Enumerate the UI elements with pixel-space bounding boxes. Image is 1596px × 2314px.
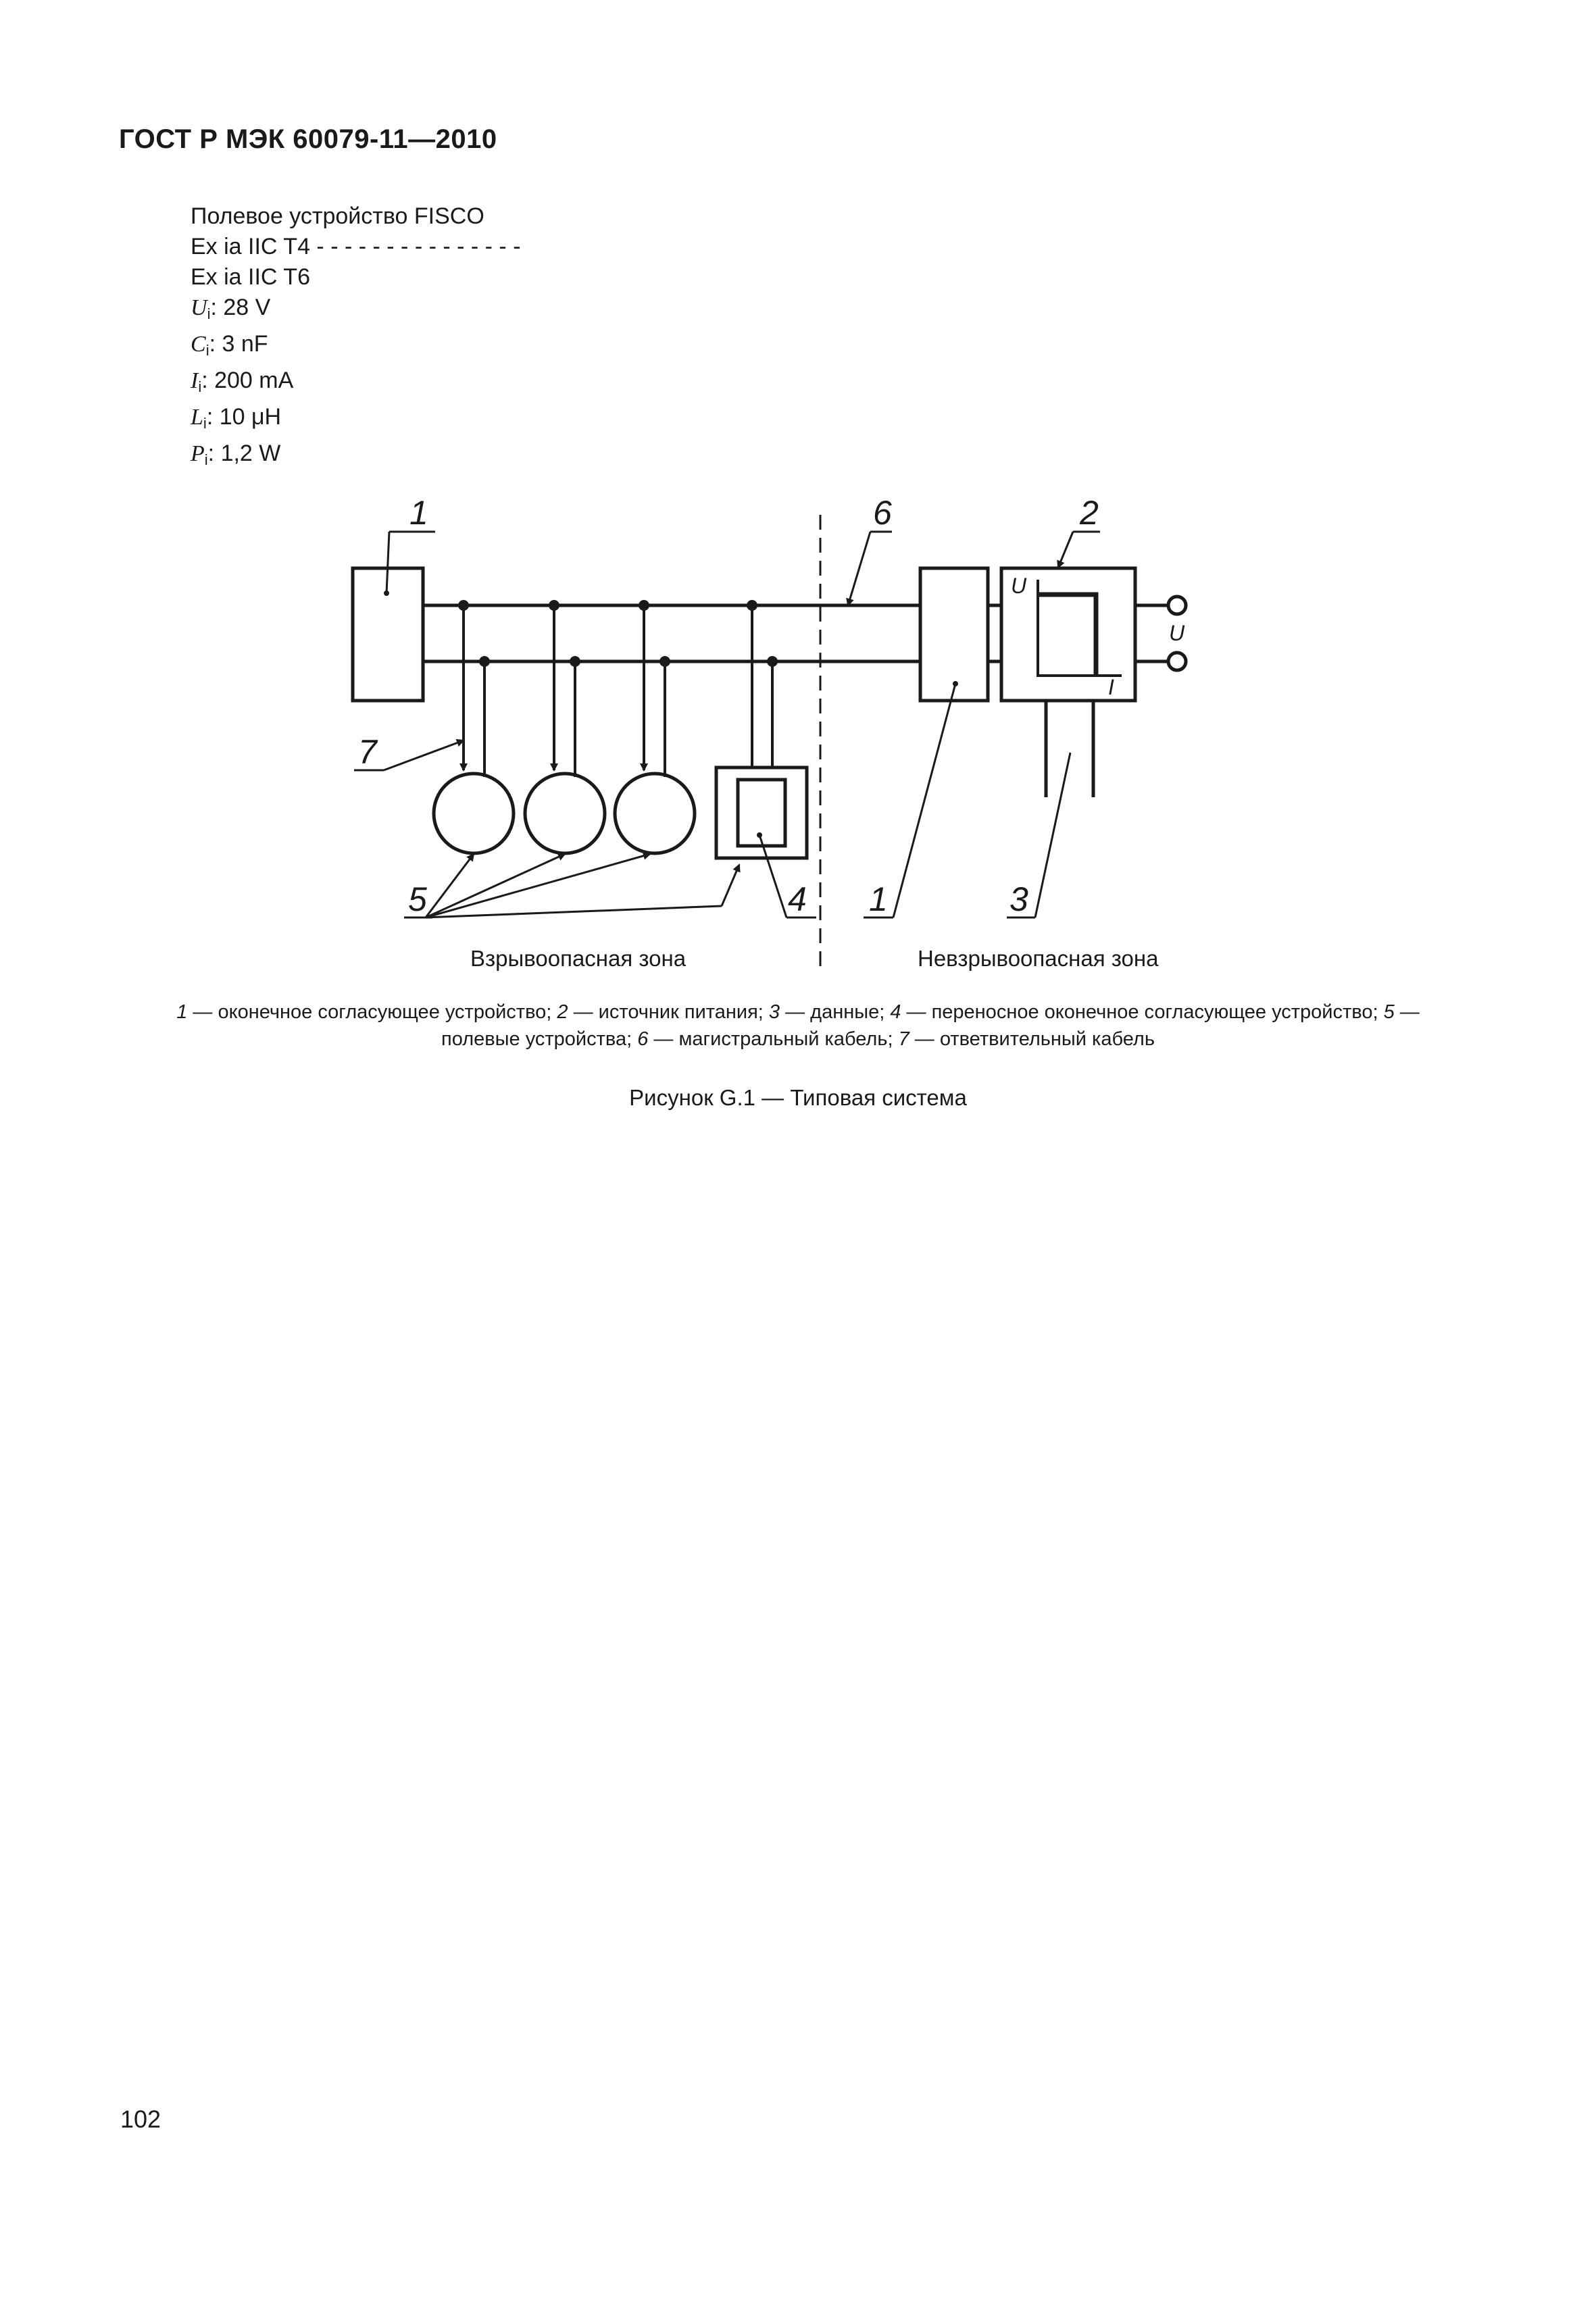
junction-dots [384, 590, 958, 838]
terminal-u-label: U [1169, 621, 1185, 645]
label-5: 5 [408, 880, 427, 918]
graph-u-label: U [1011, 574, 1027, 598]
spec-param-p: $P_i$: 1,2 W [191, 441, 281, 468]
fisco-spec-block [191, 201, 521, 475]
spec-param-u: $U_i$: 28 V [191, 295, 271, 322]
label-1-left: 1 [409, 494, 428, 532]
spec-param-i: $I_i$: 200 mA [191, 368, 294, 395]
spec-line-t6: Ex ia IIC T6 [191, 264, 310, 290]
label-2: 2 [1080, 494, 1099, 532]
zone-safe-label: Невзрывоопасная зона [918, 946, 1159, 971]
field-device-1 [434, 774, 514, 853]
ui-characteristic-curve [1038, 595, 1096, 676]
field-device-3 [615, 774, 695, 853]
figure-caption: Рисунок G.1 — Типовая система [629, 1085, 967, 1110]
graph-i-label: I [1108, 675, 1114, 699]
figure-legend: 1 — оконечное согласующее устройство; 2 — источник питания; 3 — данные; 4 — переносное оконечное согласующее устройство; 5 — полевые устройства; 6 — магистральный кабель; 7 — ответвительный кабель [176, 1001, 1420, 1050]
zone-hazardous-label: Взрывоопасная зона [470, 946, 687, 971]
spec-param-c: $C_i$: 3 nF [191, 331, 268, 359]
field-device-2 [525, 774, 605, 853]
right-terminator-box [920, 568, 988, 701]
spec-title: Полевое устройство FISCO [191, 203, 484, 229]
fisco-system-diagram [0, 473, 1596, 986]
label-6: 6 [873, 494, 892, 532]
page-number: 102 [120, 2105, 161, 2133]
document-title: ГОСТ Р МЭК 60079-11—2010 [119, 124, 497, 154]
output-terminal-bottom [1168, 653, 1186, 670]
label-7: 7 [358, 733, 377, 771]
output-terminal-top [1168, 597, 1186, 614]
label-1-right: 1 [869, 880, 888, 918]
spec-line-t4: Ex ia IIC T4 - - - - - - - - - - - - - - - [191, 234, 521, 259]
left-terminator-box [353, 568, 423, 701]
spec-param-l: $L_i$: 10 μH [191, 404, 282, 432]
label-3: 3 [1009, 880, 1028, 918]
label-4: 4 [788, 880, 807, 918]
